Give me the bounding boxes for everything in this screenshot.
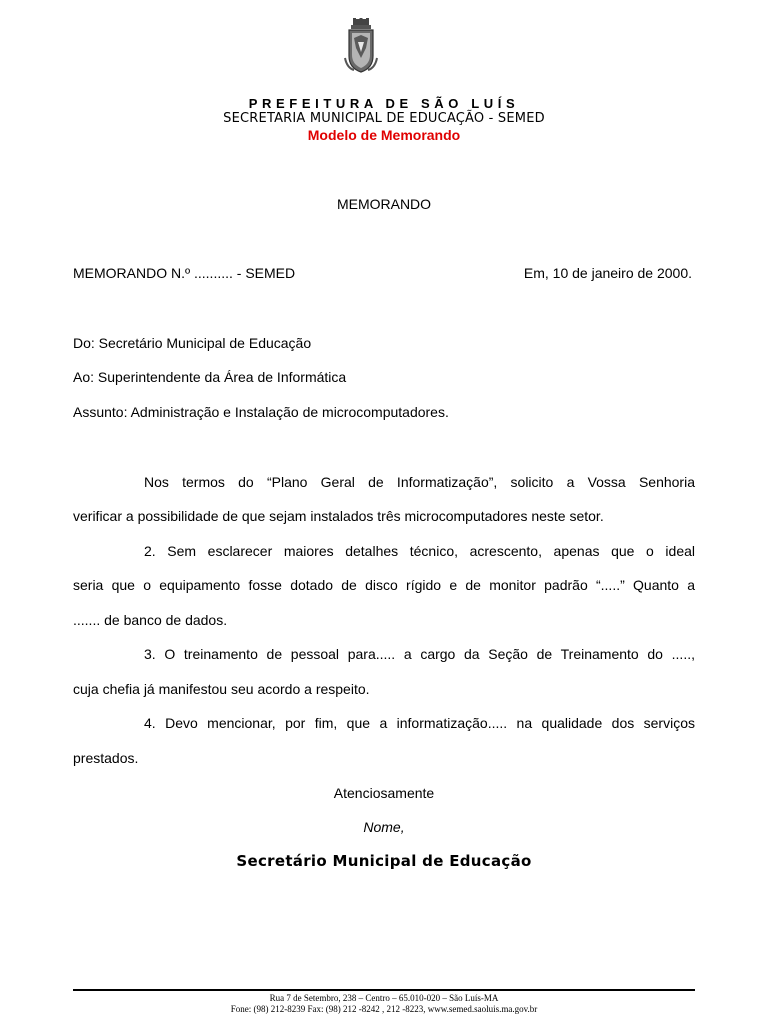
header-prefeitura: PREFEITURA DE SÃO LUÍS [248,96,520,111]
municipal-crest-icon [344,18,378,74]
header-model-title: Modelo de Memorando [307,127,461,143]
memo-to: Ao: Superintendente da Área de Informática [73,369,347,385]
footer-divider [73,989,695,991]
memo-title: MEMORANDO [336,196,432,212]
body-p2-line3: ....... de banco de dados. [73,612,228,628]
footer-contact: Fone: (98) 212-8239 Fax: (98) 212 -8242 , 212 -8223, www.semed.saoluis.ma.gov.br [230,1004,538,1014]
header-secretaria: SECRETARIA MUNICIPAL DE EDUCAÇÃO - SEMED [223,111,545,126]
body-p3-line1: 3. O treinamento de pessoal para..... a cargo da Seção de Treinamento do ....., [144,646,695,662]
body-p4-line2: prestados. [73,750,139,766]
body-p3-line2: cuja chefia já manifestou seu acordo a respeito. [73,681,370,697]
closing-name: Nome, [363,819,405,835]
body-p4-line1: 4. Devo mencionar, por fim, que a informatização..... na qualidade dos serviços [144,715,695,731]
memo-number: MEMORANDO N.º .......... - SEMED [73,265,296,281]
memo-subject: Assunto: Administração e Instalação de microcomputadores. [73,404,449,420]
body-p2-line2: seria que o equipamento fosse dotado de disco rígido e de monitor padrão “.....” Quanto a [73,577,695,593]
body-p2-line1: 2. Sem esclarecer maiores detalhes técnico, acrescento, apenas que o ideal [144,543,695,559]
body-p1-line1: Nos termos do “Plano Geral de Informatização”, solicito a Vossa Senhoria [144,474,695,490]
body-p1-line2: verificar a possibilidade de que sejam instalados três microcomputadores neste setor. [73,508,604,524]
memo-date: Em, 10 de janeiro de 2000. [523,265,692,281]
memo-from: Do: Secretário Municipal de Educação [73,335,312,351]
footer-address: Rua 7 de Setembro, 238 – Centro – 65.010-020 – São Luís-MA [269,993,499,1003]
signature-title: Secretário Municipal de Educação [236,852,532,870]
closing-salutation: Atenciosamente [333,785,435,801]
